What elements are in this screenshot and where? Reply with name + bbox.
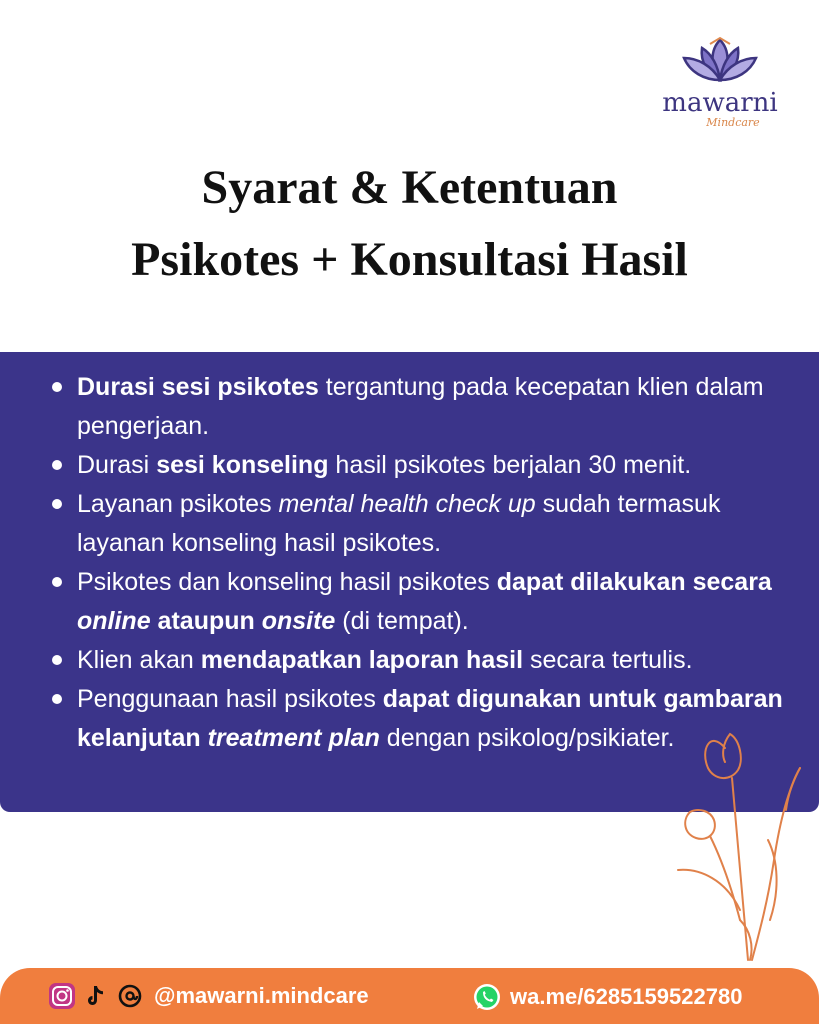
lotus-icon [680,36,760,86]
bullet-icon [52,577,62,587]
page-subtitle: Psikotes + Konsultasi Hasil [131,233,688,286]
terms-list [0,352,819,758]
term-text: hasil psikotes berjalan 30 menit. [328,451,692,479]
term-highlight-italic: onsite [261,607,336,635]
whatsapp-number[interactable]: wa.me/6285159522780 [510,984,743,1009]
term-highlight-italic: online [77,607,151,635]
threads-icon[interactable] [116,982,144,1010]
term-text: Penggunaan hasil psikotes [77,685,383,713]
tiktok-icon[interactable] [82,982,110,1010]
term-highlight: sesi konseling [156,451,329,479]
social-links [48,982,369,1010]
term-item-duration [52,368,799,446]
term-text: Klien akan [77,646,201,674]
term-highlight: dapat digunakan untuk gambaran kelanjutan [77,685,783,752]
term-highlight-italic: treatment plan [207,724,380,752]
term-highlight: ataupun [150,607,262,635]
term-text: tergantung pada kecepatan klien dalam pengerjaan. [77,373,764,440]
term-item-service [52,485,799,563]
brand-tagline: Mindcare [706,116,760,129]
term-text: Durasi [77,451,157,479]
social-handle[interactable]: @mawarni.mindcare [154,983,369,1008]
term-text: Psikotes dan konseling hasil psikotes [77,568,497,596]
page-title: Syarat & Ketentuan [201,161,618,214]
term-item-mode [52,563,799,641]
term-text: sudah termasuk layanan konseling hasil psikotes. [77,490,721,557]
bullet-icon [52,499,62,509]
term-item-counseling-duration [52,446,799,485]
term-text: secara tertulis. [523,646,693,674]
instagram-icon[interactable] [48,982,76,1010]
term-text: dengan psikolog/psikiater. [379,724,675,752]
bullet-icon [52,694,62,704]
footer-bar [0,968,819,1024]
term-emphasis: mental health check up [278,490,536,518]
term-highlight: mendapatkan laporan hasil [200,646,524,674]
term-item-report [52,641,799,680]
brand-logo [650,36,790,129]
bullet-icon [52,655,62,665]
brand-name: mawarni [662,88,778,118]
term-text: (di tempat). [335,607,469,635]
term-text: Layanan psikotes [77,490,279,518]
bullet-icon [52,382,62,392]
term-highlight: Durasi sesi psikotes [77,373,319,401]
bullet-icon [52,460,62,470]
whatsapp-link[interactable] [472,982,742,1012]
term-highlight: dapat dilakukan secara [496,568,772,596]
whatsapp-icon [472,982,502,1012]
tulip-decoration-icon [670,720,810,970]
